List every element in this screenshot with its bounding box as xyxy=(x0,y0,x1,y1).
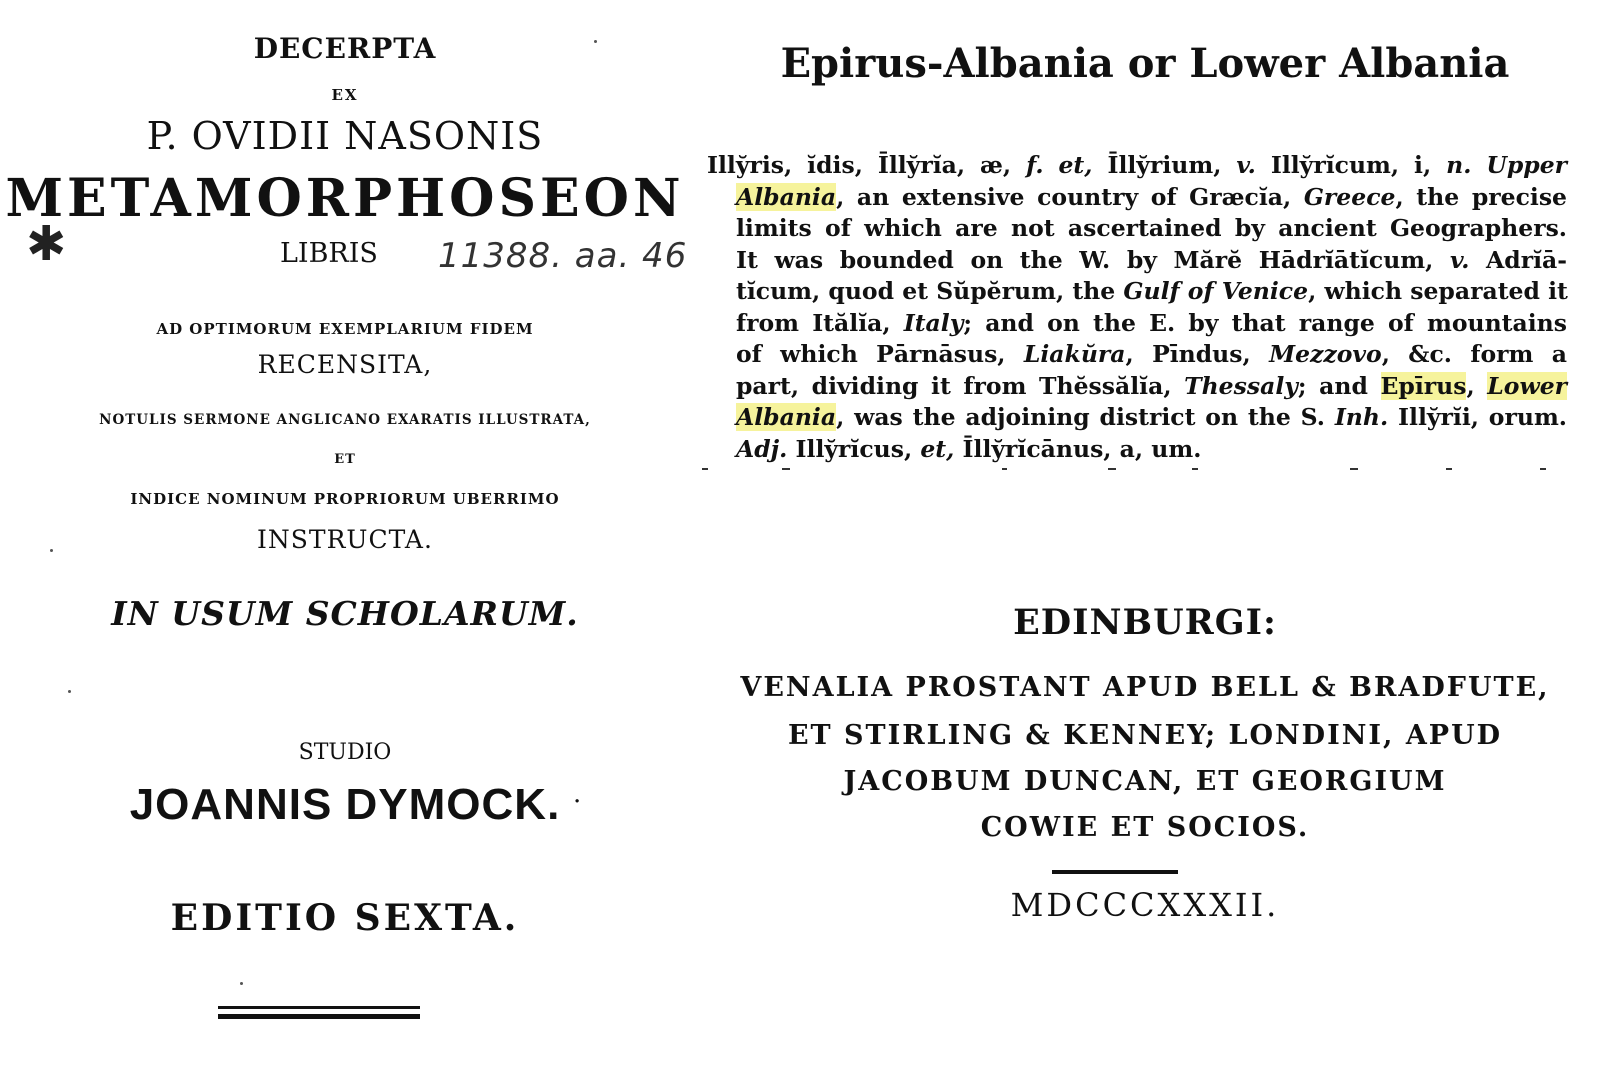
imprint-city: EDINBURGI: xyxy=(1013,602,1277,643)
handwritten-shelfmark: 11388. aa. 46 xyxy=(438,236,688,276)
title-author: P. OVIDII NASONIS xyxy=(146,114,544,158)
printed-dot: · xyxy=(573,787,582,817)
cropped-text-fragments xyxy=(690,466,1600,472)
imprint-line-4: COWIE ET SOCIOS. xyxy=(980,812,1310,843)
entry-line: part, dividing it from Thĕssălĭa, Thessaly; and Epīrus, Lower xyxy=(736,371,1568,400)
subtitle-et: ET xyxy=(334,452,356,467)
highlight-lower: Lower xyxy=(1487,371,1568,400)
title-metamorphoseon: METAMORPHOSEON xyxy=(5,168,685,229)
handwritten-asterisk-mark: ✱ xyxy=(26,216,67,272)
subtitle-instructa: INSTRUCTA. xyxy=(257,525,433,554)
entry-line: Adj. Illy̆rĭcus, et, Īlly̆rĭcānus, a, um. xyxy=(736,434,1202,463)
title-ex: EX xyxy=(331,86,359,104)
imprint-rule xyxy=(1052,870,1178,874)
speck xyxy=(50,549,53,552)
highlight-epirus: Epīrus xyxy=(1380,371,1467,400)
imprint-line-3: JACOBUM DUNCAN, ET GEORGIUM xyxy=(843,766,1447,797)
double-rule-bottom xyxy=(218,1014,420,1019)
entry-line: limits of which are not ascertained by ancient Geographers. xyxy=(736,214,1567,242)
studio-label: STUDIO xyxy=(298,740,392,765)
subtitle-notulis: NOTULIS SERMONE ANGLICANO EXARATIS ILLUSTRATA, xyxy=(99,412,591,428)
entry-line: Illy̆ris, ĭdis, Īlly̆rĭa, æ, f. et, Īlly̆rium, v. Illy̆rĭcum, i, n. Upper xyxy=(707,151,1568,179)
entry-line: Albania, was the adjoining district on the S. Inh. Illy̆rĭi, orum. xyxy=(736,403,1567,431)
editor-name: JOANNIS DYMOCK. xyxy=(129,780,561,829)
edition-label: EDITIO SEXTA. xyxy=(170,897,520,939)
speck xyxy=(240,982,243,985)
entry-line: of which Pārnāsus, Liakŭra, Pīndus, Mezzovo, &c. form a xyxy=(736,340,1567,368)
imprint-line-2: ET STIRLING & KENNEY; LONDINI, APUD xyxy=(787,720,1503,751)
right-composite xyxy=(690,0,1600,1067)
highlight-albania: Albania xyxy=(736,182,837,211)
entry-line: tĭcum, quod et Sŭpĕrum, the Gulf of Venice, which separated it xyxy=(736,277,1568,305)
imprint-year: MDCCCXXXII. xyxy=(1010,886,1280,924)
speck xyxy=(594,40,597,43)
title-libris: LIBRIS xyxy=(280,238,378,269)
entry-line: Albania, an extensive country of Græcĭa, Greece, the precise xyxy=(736,182,1567,211)
entry-line: from Itălĭa, Italy; and on the E. by that range of mountains xyxy=(736,308,1567,337)
subtitle-ad-optimorum: AD OPTIMORUM EXEMPLARIUM FIDEM xyxy=(156,320,534,338)
speck xyxy=(68,690,71,693)
page-heading: Epirus-Albania or Lower Albania xyxy=(780,40,1510,87)
imprint-line-1: VENALIA PROSTANT APUD BELL & BRADFUTE, xyxy=(740,672,1550,703)
in-usum-scholarum: IN USUM SCHOLARUM. xyxy=(111,594,579,633)
left-title-page xyxy=(0,0,690,1067)
title-decerpta: DECERPTA xyxy=(253,32,437,65)
dictionary-entry-illyris xyxy=(707,150,1567,465)
subtitle-recensita: RECENSITA, xyxy=(257,350,433,379)
double-rule-top xyxy=(218,1006,420,1009)
subtitle-indice: INDICE NOMINUM PROPRIORUM UBERRIMO xyxy=(130,490,560,508)
entry-line: It was bounded on the W. by Mărĕ Hādrĭātĭcum, v. Adrĭā- xyxy=(736,245,1567,274)
highlight-albania-2: Albania xyxy=(736,403,837,431)
